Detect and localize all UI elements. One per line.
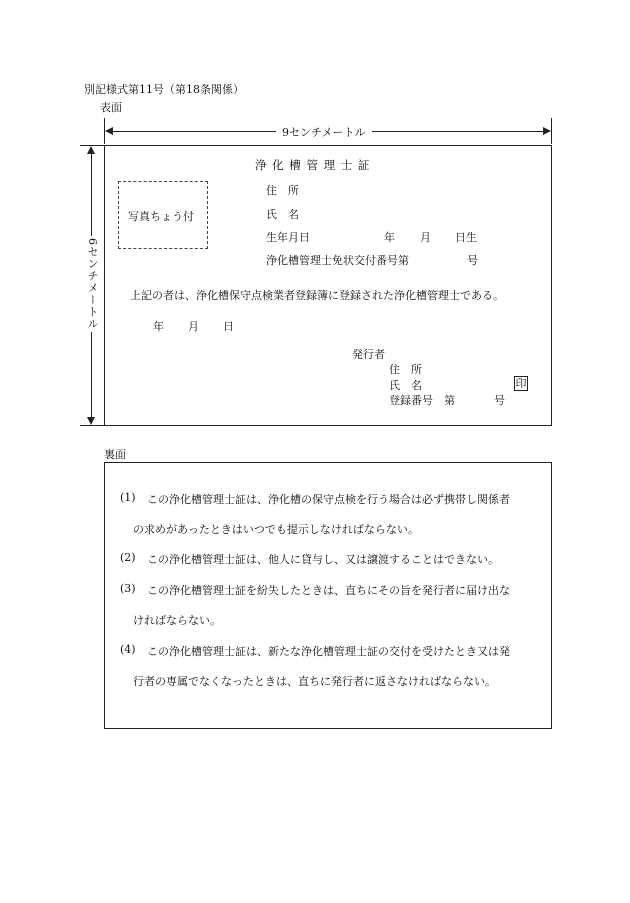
birth-label: 生年月日 [266,231,310,244]
height-label: 6センチメートル [86,238,99,330]
back-item-3-line-1: この浄化槽管理士証を紛失したときは、直ちにその旨を発行者に届け出な [147,584,510,597]
form-title: 別記様式第11号（第18条関係） [84,83,244,96]
issuer-address-label: 住 所 [389,363,422,376]
back-label: 裏面 [104,448,126,461]
license-number-suffix: 号 [467,254,478,267]
issuer-name-label: 氏 名 [389,379,422,392]
seal-box: 印 [515,377,527,390]
back-item-1-line-2: の求めがあったときはいつでも提示しなければならない。 [133,523,419,536]
back-item-3-number: (3) [120,582,136,595]
front-label: 表面 [100,101,122,114]
arrow-right-icon [543,127,551,135]
registration-label: 登録番号 第 [389,394,455,407]
arrow-down-icon [87,417,95,425]
back-item-3-line-2: ければならない。 [133,614,221,627]
registration-number-suffix: 号 [494,394,505,407]
back-item-1-line-1: この浄化槽管理士証は、浄化槽の保守点検を行う場合は必ず携帯し関係者 [147,493,510,506]
width-dimension-tick-right [551,118,552,144]
name-label: 氏 名 [266,208,299,221]
birth-day: 日生 [455,231,477,244]
birth-month: 月 [420,231,431,244]
address-label: 住 所 [266,184,299,197]
statement: 上記の者は、浄化槽保守点検業者登録簿に登録された浄化槽管理士である。 [130,289,504,302]
back-item-4-number: (4) [120,643,136,656]
width-label: 9センチメートル [276,124,372,140]
height-dimension-tick-bottom [80,425,104,426]
date-year: 年 [153,320,164,333]
back-item-2-line-1: この浄化槽管理士証は、他人に貸与し、又は譲渡することはできない。 [147,553,499,566]
back-item-4-line-2: 行者の専属でなくなったときは、直ちに発行者に返さなければならない。 [133,675,496,688]
date-day: 日 [223,320,234,333]
back-item-2-number: (2) [120,551,136,564]
photo-label: 写真ちょう付 [128,210,194,223]
date-month: 月 [188,320,199,333]
issuer-label: 発行者 [352,348,385,361]
card-title: 浄 化 槽 管 理 士 証 [255,158,371,172]
back-item-4-line-1: この浄化槽管理士証は、新たな浄化槽管理士証の交付を受けたとき又は発 [147,645,510,658]
license-label: 浄化槽管理士免状交付番号第 [266,254,409,267]
arrow-left-icon [105,127,113,135]
birth-year: 年 [384,231,395,244]
arrow-up-icon [87,146,95,154]
back-item-1-number: (1) [120,491,136,504]
